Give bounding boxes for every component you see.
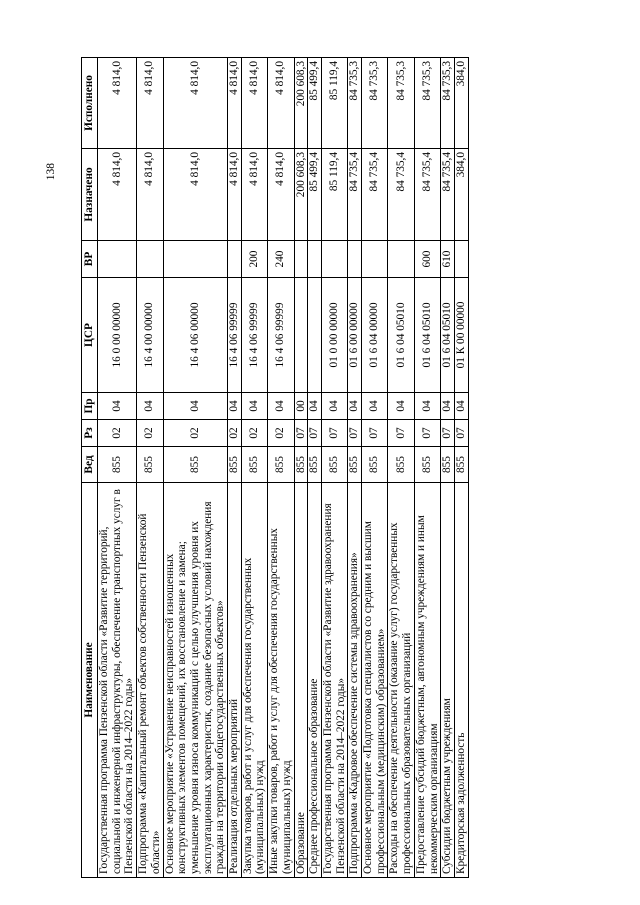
cell-executed: 384,0 (454, 58, 468, 149)
cell-csr: 01 6 04 00000 (362, 278, 388, 393)
cell-ved: 855 (137, 447, 163, 483)
cell-pr: 04 (163, 393, 228, 420)
cell-ved: 855 (348, 447, 362, 483)
cell-vr (228, 241, 242, 278)
cell-vr (362, 241, 388, 278)
cell-rz: 02 (241, 420, 267, 447)
table-row (348, 58, 362, 878)
cell-pr: 04 (321, 393, 347, 420)
cell-pr: 04 (228, 393, 242, 420)
cell-name: Государственная программа Пензенской области «Развитие территорий, социальной и инженерной инфраструктуры, обеспечение транспортных услуг в Пензенской области на 2014–2022 годы» (98, 483, 137, 878)
header-ved: Вед (82, 447, 98, 483)
table-row (414, 58, 440, 878)
cell-name: Подпрограмма «Кадровое обеспечение системы здравоохранения» (348, 483, 362, 878)
rotated-page-content (81, 58, 469, 878)
header-vr: ВР (82, 241, 98, 278)
cell-name: Среднее профессиональное образование (308, 483, 322, 878)
cell-csr: 01 К 00 00000 (454, 278, 468, 393)
cell-name: Закупка товаров, работ и услуг для обеспечения государственных (муниципальных) нужд (241, 483, 267, 878)
cell-csr: 16 4 06 99999 (241, 278, 267, 393)
cell-vr (98, 241, 137, 278)
cell-ved: 855 (441, 447, 455, 483)
cell-assigned: 85 499,4 (308, 149, 322, 241)
cell-executed: 4 814,0 (241, 58, 267, 149)
cell-rz: 07 (321, 420, 347, 447)
cell-ved: 855 (163, 447, 228, 483)
cell-executed: 4 814,0 (228, 58, 242, 149)
table-row (362, 58, 388, 878)
header-assigned: Назначено (82, 149, 98, 241)
table-row (308, 58, 322, 878)
cell-csr: 01 6 04 05010 (414, 278, 440, 393)
cell-pr: 04 (308, 393, 322, 420)
cell-name: Основное мероприятие «Подготовка специалистов со средним и высшим профессиональным (медицинским) образованием» (362, 483, 388, 878)
cell-ved: 855 (268, 447, 294, 483)
cell-executed: 84 735,3 (414, 58, 440, 149)
cell-assigned: 4 814,0 (268, 149, 294, 241)
cell-rz: 02 (228, 420, 242, 447)
cell-csr: 16 4 06 99999 (268, 278, 294, 393)
cell-name: Подпрограмма «Капитальный ремонт объектов собственности Пензенской области» (137, 483, 163, 878)
cell-vr (348, 241, 362, 278)
cell-name: Предоставление субсидий бюджетным, автономным учреждениям и иным некоммерческим организациям (414, 483, 440, 878)
cell-vr (163, 241, 228, 278)
cell-csr: 01 6 00 00000 (348, 278, 362, 393)
cell-vr: 610 (441, 241, 455, 278)
table-row (454, 58, 468, 878)
table-row (388, 58, 414, 878)
cell-assigned: 384,0 (454, 149, 468, 241)
cell-assigned: 84 735,4 (348, 149, 362, 241)
cell-vr: 200 (241, 241, 267, 278)
cell-pr: 04 (454, 393, 468, 420)
cell-name: Субсидии бюджетным учреждениям (441, 483, 455, 878)
cell-assigned: 4 814,0 (137, 149, 163, 241)
cell-csr: 16 4 06 00000 (163, 278, 228, 393)
cell-pr: 04 (348, 393, 362, 420)
header-name: Наименование (82, 483, 98, 878)
cell-name: Кредиторская задолженность (454, 483, 468, 878)
cell-ved: 855 (414, 447, 440, 483)
cell-vr (137, 241, 163, 278)
cell-executed: 4 814,0 (137, 58, 163, 149)
cell-pr: 04 (441, 393, 455, 420)
cell-name: Образование (294, 483, 308, 878)
cell-pr: 04 (98, 393, 137, 420)
budget-table (81, 57, 469, 878)
cell-ved: 855 (454, 447, 468, 483)
cell-assigned: 84 735,4 (414, 149, 440, 241)
cell-name: Расходы на обеспечение деятельности (оказание услуг) государственных профессиональных образовательных организаций (388, 483, 414, 878)
cell-csr: 01 6 04 05010 (441, 278, 455, 393)
cell-csr (308, 278, 322, 393)
cell-ved: 855 (388, 447, 414, 483)
cell-rz: 02 (137, 420, 163, 447)
cell-vr (308, 241, 322, 278)
cell-assigned: 200 608,3 (294, 149, 308, 241)
cell-vr (294, 241, 308, 278)
cell-assigned: 4 814,0 (228, 149, 242, 241)
cell-csr: 16 0 00 00000 (98, 278, 137, 393)
cell-executed: 84 735,3 (441, 58, 455, 149)
table-row (294, 58, 308, 878)
cell-ved: 855 (241, 447, 267, 483)
cell-executed: 85 119,4 (321, 58, 347, 149)
table-row (163, 58, 228, 878)
cell-ved: 855 (294, 447, 308, 483)
cell-rz: 07 (414, 420, 440, 447)
cell-pr: 04 (241, 393, 267, 420)
header-csr: ЦСР (82, 278, 98, 393)
cell-executed: 4 814,0 (268, 58, 294, 149)
cell-vr (388, 241, 414, 278)
table-row (441, 58, 455, 878)
cell-vr: 240 (268, 241, 294, 278)
cell-csr (294, 278, 308, 393)
cell-csr: 01 0 00 00000 (321, 278, 347, 393)
cell-csr: 16 4 06 99999 (228, 278, 242, 393)
cell-name: Иные закупки товаров, работ и услуг для обеспечения государственных (муниципальных) нужд (268, 483, 294, 878)
cell-name: Основное мероприятие «Устранение неисправностей изношенных конструктивных элементов помещений, их восстановление и замена; уменьшение уровня износа коммуникаций с целью улучшения уровня их эксплуатационных характеристик, создание безопасных условий нахождения граждан на территории общегосударственных объектов» (163, 483, 228, 878)
cell-rz: 07 (308, 420, 322, 447)
table-row (137, 58, 163, 878)
table-row (241, 58, 267, 878)
cell-executed: 85 499,4 (308, 58, 322, 149)
cell-rz: 02 (163, 420, 228, 447)
table-row (228, 58, 242, 878)
cell-rz: 07 (294, 420, 308, 447)
cell-pr: 04 (268, 393, 294, 420)
cell-pr: 04 (362, 393, 388, 420)
cell-assigned: 85 119,4 (321, 149, 347, 241)
table-row (321, 58, 347, 878)
cell-rz: 07 (348, 420, 362, 447)
cell-vr: 600 (414, 241, 440, 278)
cell-executed: 84 735,3 (362, 58, 388, 149)
cell-rz: 07 (362, 420, 388, 447)
cell-pr: 04 (388, 393, 414, 420)
cell-vr (321, 241, 347, 278)
header-pr: Пр (82, 393, 98, 420)
cell-csr: 16 4 00 00000 (137, 278, 163, 393)
cell-executed: 4 814,0 (98, 58, 137, 149)
header-executed: Исполнено (82, 58, 98, 149)
cell-assigned: 4 814,0 (163, 149, 228, 241)
table-header-row (82, 58, 98, 878)
cell-csr: 01 6 04 05010 (388, 278, 414, 393)
cell-rz: 02 (268, 420, 294, 447)
cell-ved: 855 (308, 447, 322, 483)
cell-pr: 00 (294, 393, 308, 420)
cell-ved: 855 (228, 447, 242, 483)
cell-ved: 855 (98, 447, 137, 483)
cell-executed: 84 735,3 (388, 58, 414, 149)
cell-assigned: 84 735,4 (362, 149, 388, 241)
cell-executed: 4 814,0 (163, 58, 228, 149)
cell-rz: 07 (441, 420, 455, 447)
cell-assigned: 4 814,0 (98, 149, 137, 241)
cell-ved: 855 (321, 447, 347, 483)
cell-assigned: 4 814,0 (241, 149, 267, 241)
page-number: 138 (45, 163, 57, 181)
cell-assigned: 84 735,4 (441, 149, 455, 241)
cell-name: Реализация отдельных мероприятий (228, 483, 242, 878)
table-row (98, 58, 137, 878)
header-rz: Рз (82, 420, 98, 447)
cell-pr: 04 (414, 393, 440, 420)
cell-rz: 02 (98, 420, 137, 447)
cell-executed: 200 608,3 (294, 58, 308, 149)
cell-vr (454, 241, 468, 278)
cell-ved: 855 (362, 447, 388, 483)
table-row (268, 58, 294, 878)
cell-pr: 04 (137, 393, 163, 420)
cell-assigned: 84 735,4 (388, 149, 414, 241)
cell-executed: 84 735,3 (348, 58, 362, 149)
cell-rz: 07 (454, 420, 468, 447)
cell-rz: 07 (388, 420, 414, 447)
cell-name: Государственная программа Пензенской области «Развитие здравоохранения Пензенской области на 2014–2022 годы» (321, 483, 347, 878)
